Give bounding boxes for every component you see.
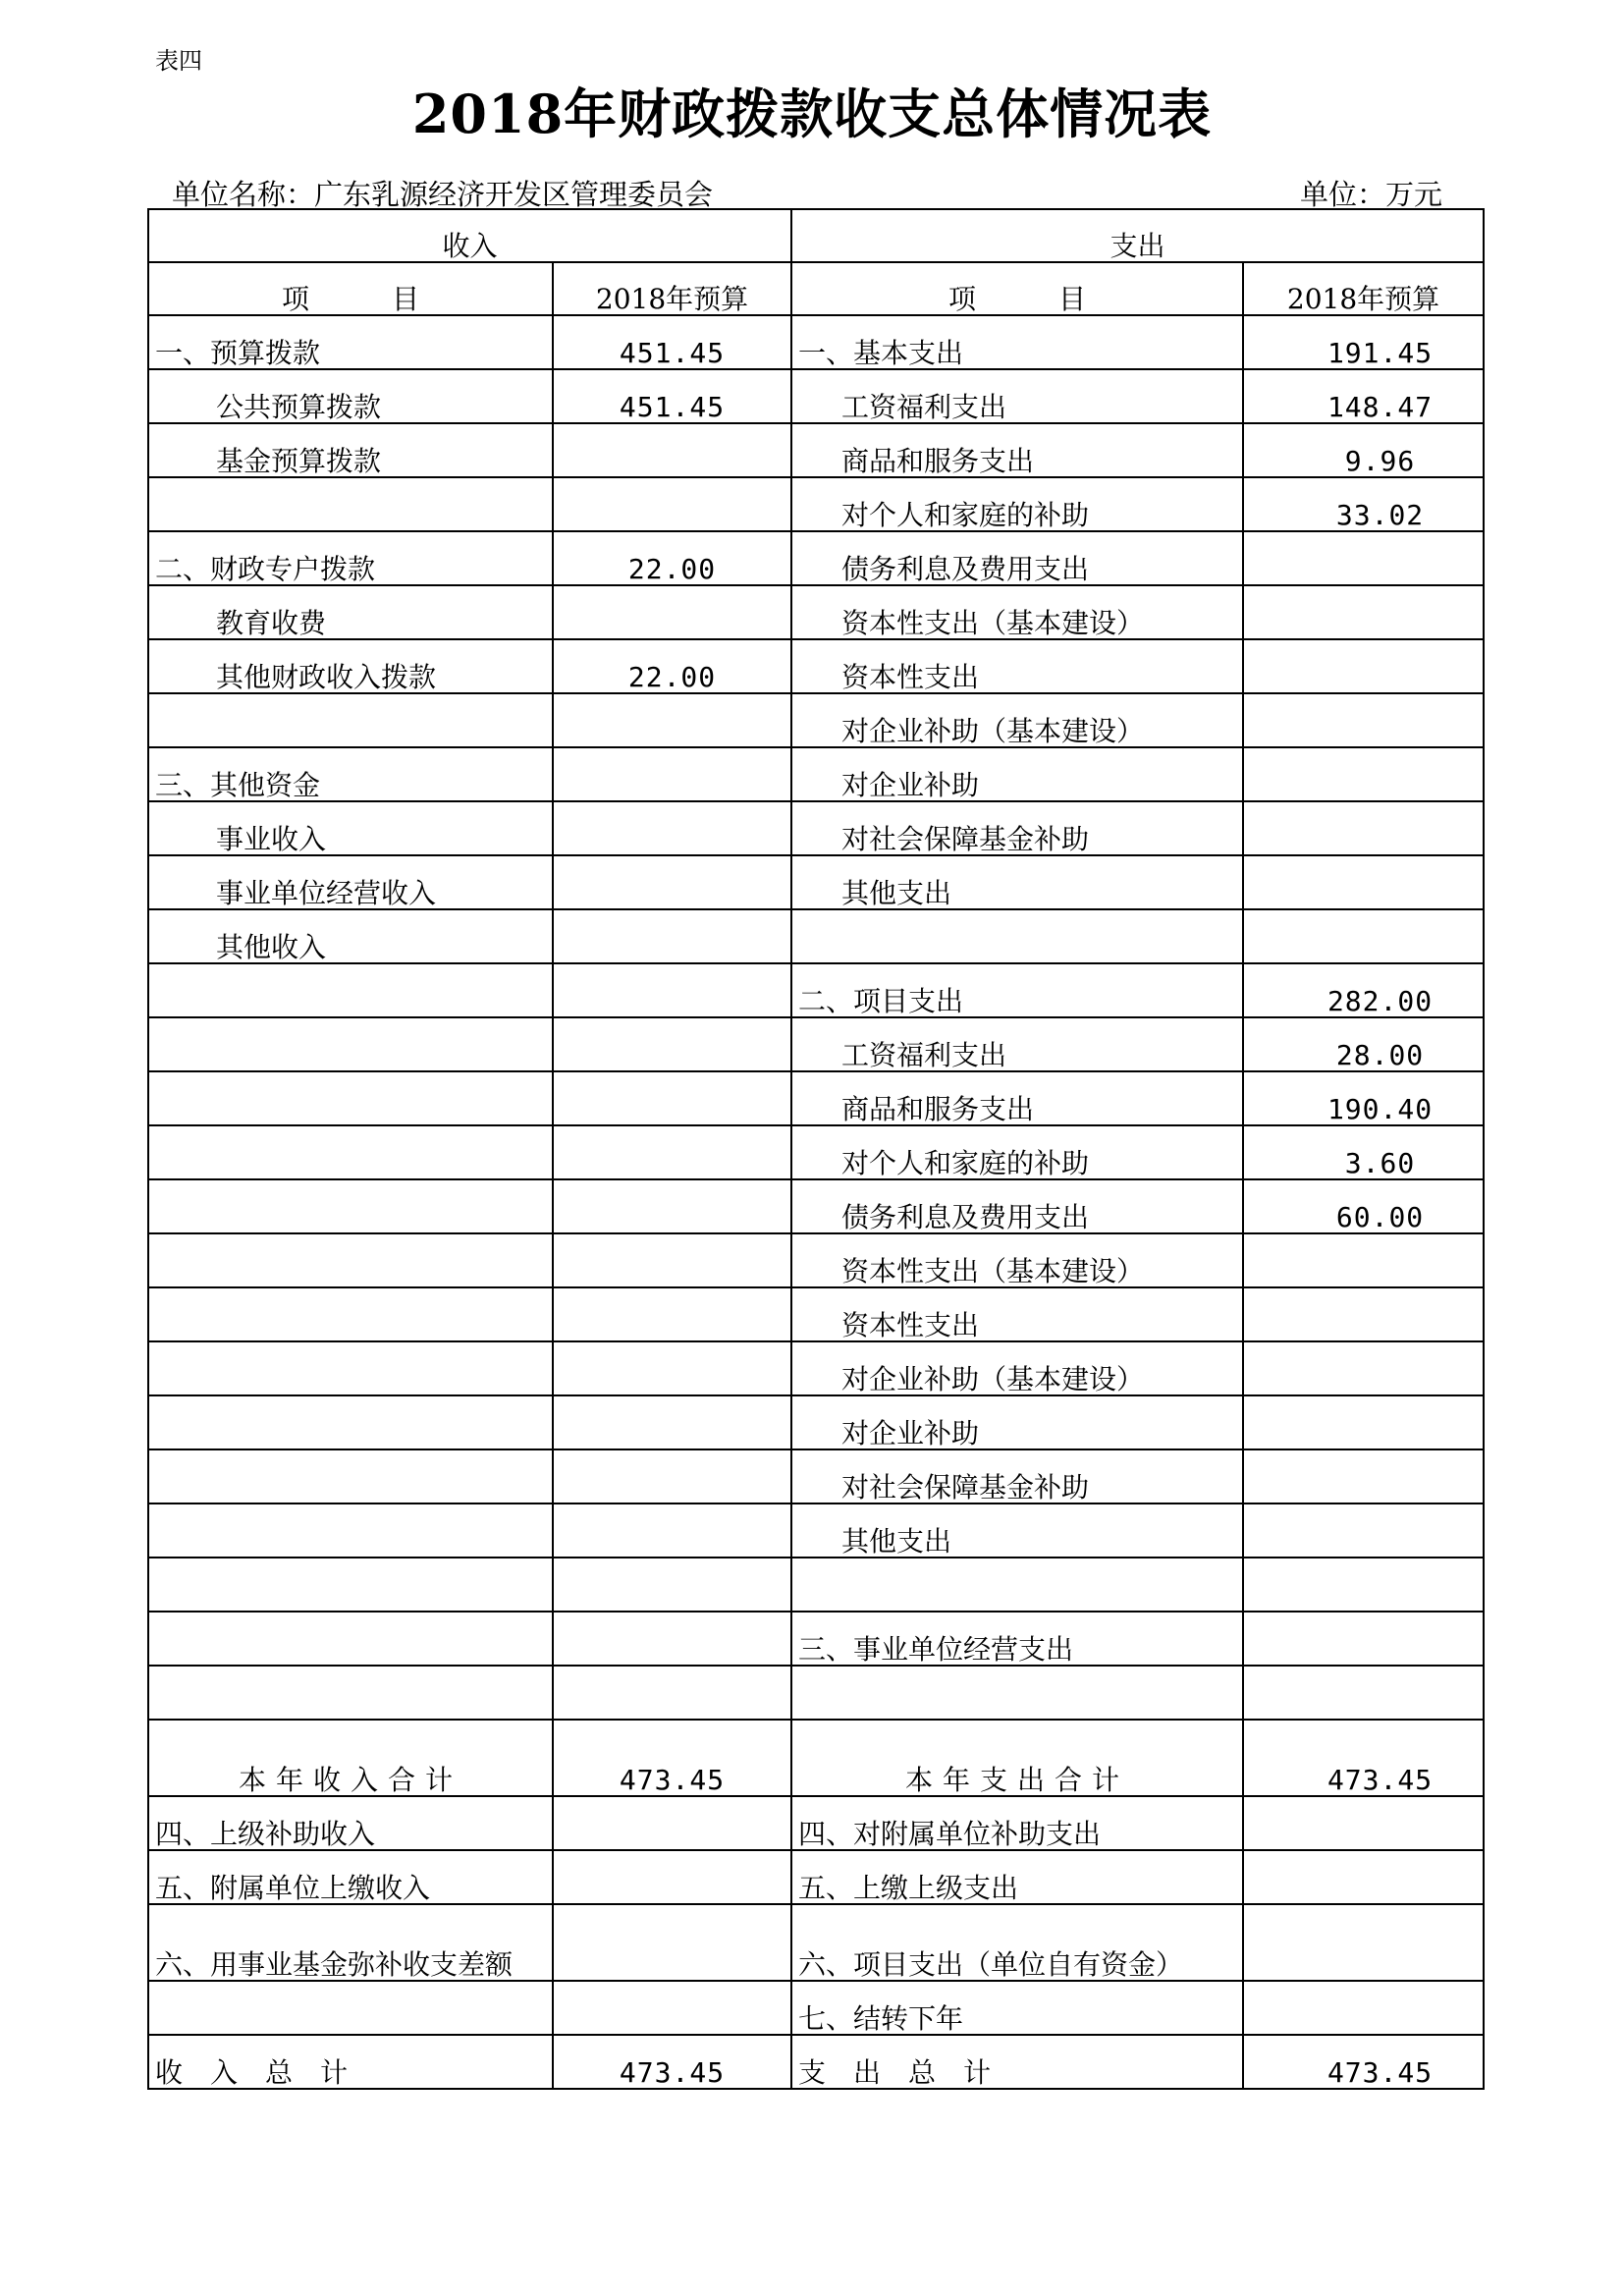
expense-budget	[1243, 1449, 1484, 1503]
income-item: 其他财政收入拨款	[148, 639, 553, 693]
table-row	[148, 1558, 1484, 1612]
expense-header: 支出	[791, 209, 1484, 262]
income-item	[148, 477, 553, 531]
expense-budget	[1243, 1395, 1484, 1449]
page-title: 2018年财政拨款收支总体情况表	[411, 82, 1213, 145]
income-grand-total-label: 收 入 总 计	[148, 2035, 553, 2089]
expense-budget: 282.00	[1243, 963, 1484, 1017]
table-row	[148, 693, 1484, 747]
income-item	[148, 1233, 553, 1287]
income-budget	[553, 1287, 791, 1341]
income-item	[148, 1071, 553, 1125]
expense-budget	[1243, 585, 1484, 639]
table-row	[148, 1666, 1484, 1720]
expense-budget	[1243, 1558, 1484, 1612]
expense-budget	[1243, 693, 1484, 747]
table-row	[148, 747, 1484, 801]
table-row	[148, 1612, 1484, 1666]
expense-grand-total-label: 支 出 总 计	[791, 2035, 1243, 2089]
income-item: 二、财政专户拨款	[148, 531, 553, 585]
expense-budget	[1243, 531, 1484, 585]
expense-item: 对社会保障基金补助	[791, 1449, 1243, 1503]
income-budget	[553, 801, 791, 855]
table-row	[148, 1981, 1484, 2035]
expense-budget	[1243, 1287, 1484, 1341]
income-budget	[553, 1071, 791, 1125]
section-header-row	[148, 209, 1484, 262]
expense-item: 对企业补助（基本建设）	[791, 1341, 1243, 1395]
income-budget: 451.45	[553, 315, 791, 369]
expense-item: 六、项目支出（单位自有资金）	[791, 1904, 1243, 1981]
income-budget	[553, 1017, 791, 1071]
expense-budget: 33.02	[1243, 477, 1484, 531]
income-budget	[553, 855, 791, 909]
income-item	[148, 1666, 553, 1720]
expense-budget: 191.45	[1243, 315, 1484, 369]
table-row	[148, 1233, 1484, 1287]
expense-item: 商品和服务支出	[791, 423, 1243, 477]
expense-budget	[1243, 1503, 1484, 1558]
income-budget: 22.00	[553, 531, 791, 585]
expense-budget	[1243, 639, 1484, 693]
table-row	[148, 963, 1484, 1017]
expense-item: 商品和服务支出	[791, 1071, 1243, 1125]
table-number-tag: 表四	[155, 47, 202, 75]
expense-budget	[1243, 1850, 1484, 1904]
expense-budget	[1243, 1341, 1484, 1395]
income-annual-total-value: 473.45	[553, 1720, 791, 1796]
income-item	[148, 963, 553, 1017]
expense-item: 三、事业单位经营支出	[791, 1612, 1243, 1666]
income-budget	[553, 1904, 791, 1981]
grand-total-row	[148, 2035, 1484, 2089]
table-row	[148, 1125, 1484, 1179]
table-row	[148, 585, 1484, 639]
table-row	[148, 1850, 1484, 1904]
table-row	[148, 639, 1484, 693]
income-item	[148, 1017, 553, 1071]
expense-item: 对个人和家庭的补助	[791, 477, 1243, 531]
income-budget	[553, 1981, 791, 2035]
table-row	[148, 1503, 1484, 1558]
income-budget	[553, 1558, 791, 1612]
expense-budget: 60.00	[1243, 1179, 1484, 1233]
expense-item: 四、对附属单位补助支出	[791, 1796, 1243, 1850]
income-budget	[553, 585, 791, 639]
budget-table	[147, 208, 1485, 2090]
income-item: 一、预算拨款	[148, 315, 553, 369]
income-budget	[553, 1125, 791, 1179]
income-item	[148, 693, 553, 747]
income-grand-total-value: 473.45	[553, 2035, 791, 2089]
income-item: 六、用事业基金弥补收支差额	[148, 1904, 553, 1981]
income-budget	[553, 1449, 791, 1503]
income-budget	[553, 1503, 791, 1558]
expense-budget-header: 2018年预算	[1243, 262, 1484, 315]
expense-item: 资本性支出	[791, 1287, 1243, 1341]
expense-item: 债务利息及费用支出	[791, 1179, 1243, 1233]
expense-budget	[1243, 855, 1484, 909]
income-budget	[553, 1179, 791, 1233]
expense-item: 对社会保障基金补助	[791, 801, 1243, 855]
expense-item	[791, 909, 1243, 963]
expense-item: 一、基本支出	[791, 315, 1243, 369]
expense-annual-total-value: 473.45	[1243, 1720, 1484, 1796]
expense-item	[791, 1666, 1243, 1720]
income-header: 收入	[148, 209, 791, 262]
income-budget: 22.00	[553, 639, 791, 693]
income-item	[148, 1341, 553, 1395]
expense-item: 七、结转下年	[791, 1981, 1243, 2035]
income-item	[148, 1179, 553, 1233]
income-budget	[553, 1395, 791, 1449]
table-row	[148, 855, 1484, 909]
expense-item: 资本性支出（基本建设）	[791, 585, 1243, 639]
expense-grand-total-value: 473.45	[1243, 2035, 1484, 2089]
income-annual-total-label: 本年收入合计	[148, 1720, 553, 1796]
income-budget	[553, 1341, 791, 1395]
table-row	[148, 1071, 1484, 1125]
table-row	[148, 1449, 1484, 1503]
income-budget	[553, 1233, 791, 1287]
income-item	[148, 1503, 553, 1558]
expense-budget: 148.47	[1243, 369, 1484, 423]
expense-item: 对企业补助（基本建设）	[791, 693, 1243, 747]
income-item	[148, 1287, 553, 1341]
income-budget	[553, 1796, 791, 1850]
expense-budget	[1243, 747, 1484, 801]
table-row	[148, 1904, 1484, 1981]
expense-budget: 28.00	[1243, 1017, 1484, 1071]
income-item	[148, 1612, 553, 1666]
income-budget: 451.45	[553, 369, 791, 423]
expense-item-header: 项 目	[791, 262, 1243, 315]
income-item: 事业收入	[148, 801, 553, 855]
expense-budget	[1243, 1233, 1484, 1287]
income-item	[148, 1981, 553, 2035]
expense-item: 资本性支出（基本建设）	[791, 1233, 1243, 1287]
income-item: 教育收费	[148, 585, 553, 639]
table-row	[148, 477, 1484, 531]
income-item: 四、上级补助收入	[148, 1796, 553, 1850]
expense-budget: 190.40	[1243, 1071, 1484, 1125]
expense-item	[791, 1558, 1243, 1612]
expense-item: 其他支出	[791, 1503, 1243, 1558]
expense-item: 对企业补助	[791, 1395, 1243, 1449]
expense-budget: 9.96	[1243, 423, 1484, 477]
income-item	[148, 1125, 553, 1179]
income-item	[148, 1395, 553, 1449]
expense-annual-total-label: 本年支出合计	[791, 1720, 1243, 1796]
table-row	[148, 1796, 1484, 1850]
table-row	[148, 369, 1484, 423]
expense-budget	[1243, 801, 1484, 855]
expense-budget	[1243, 1666, 1484, 1720]
expense-item: 债务利息及费用支出	[791, 531, 1243, 585]
income-budget	[553, 1850, 791, 1904]
table-row	[148, 1341, 1484, 1395]
column-header-row	[148, 262, 1484, 315]
income-item: 基金预算拨款	[148, 423, 553, 477]
table-row	[148, 801, 1484, 855]
income-budget	[553, 1612, 791, 1666]
expense-budget	[1243, 909, 1484, 963]
expense-budget	[1243, 1904, 1484, 1981]
income-budget	[553, 1666, 791, 1720]
income-item	[148, 1558, 553, 1612]
income-budget	[553, 423, 791, 477]
table-row	[148, 909, 1484, 963]
income-item: 事业单位经营收入	[148, 855, 553, 909]
unit-label: 单位：万元	[1299, 178, 1442, 211]
expense-item: 二、项目支出	[791, 963, 1243, 1017]
income-item-header: 项 目	[148, 262, 553, 315]
expense-budget	[1243, 1796, 1484, 1850]
income-item: 五、附属单位上缴收入	[148, 1850, 553, 1904]
income-budget	[553, 963, 791, 1017]
expense-item: 对个人和家庭的补助	[791, 1125, 1243, 1179]
expense-budget: 3.60	[1243, 1125, 1484, 1179]
income-budget-header: 2018年预算	[553, 262, 791, 315]
table-row	[148, 1017, 1484, 1071]
table-row	[148, 423, 1484, 477]
income-budget	[553, 909, 791, 963]
expense-item: 工资福利支出	[791, 369, 1243, 423]
table-row	[148, 1287, 1484, 1341]
table-row	[148, 531, 1484, 585]
income-budget	[553, 747, 791, 801]
income-budget	[553, 693, 791, 747]
expense-item: 工资福利支出	[791, 1017, 1243, 1071]
table-row	[148, 1179, 1484, 1233]
table-row	[148, 315, 1484, 369]
expense-item: 五、上缴上级支出	[791, 1850, 1243, 1904]
income-budget	[553, 477, 791, 531]
income-item: 三、其他资金	[148, 747, 553, 801]
income-item	[148, 1449, 553, 1503]
expense-item: 对企业补助	[791, 747, 1243, 801]
annual-total-row	[148, 1720, 1484, 1796]
expense-item: 资本性支出	[791, 639, 1243, 693]
unit-name: 单位名称：广东乳源经济开发区管理委员会	[172, 178, 714, 211]
expense-budget	[1243, 1612, 1484, 1666]
expense-item: 其他支出	[791, 855, 1243, 909]
table-row	[148, 1395, 1484, 1449]
income-item: 公共预算拨款	[148, 369, 553, 423]
income-item: 其他收入	[148, 909, 553, 963]
expense-budget	[1243, 1981, 1484, 2035]
